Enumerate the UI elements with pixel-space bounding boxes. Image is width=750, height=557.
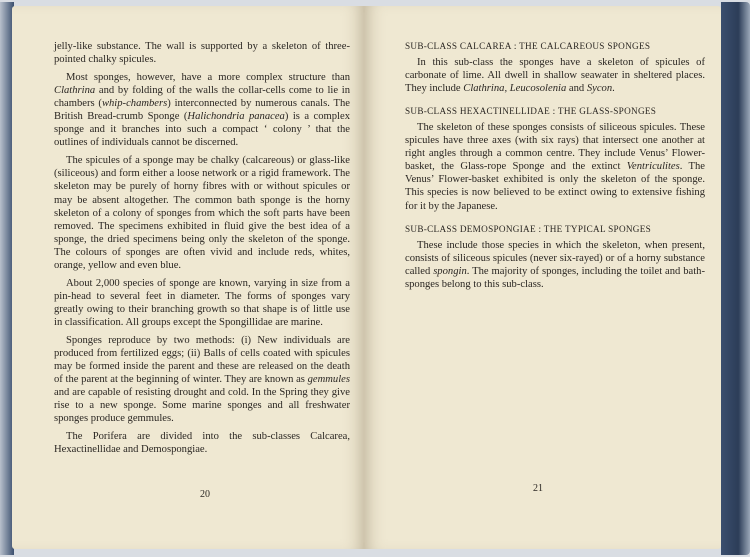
italic-term: Sycon <box>586 83 613 95</box>
italic-term: whip-chambers <box>101 98 168 110</box>
book-cover-right-edge <box>721 2 750 555</box>
section-heading: SUB-CLASS HEXACTINELLIDAE : THE GLASS-SPONGES <box>405 106 657 117</box>
section-heading: SUB-CLASS DEMOSPONGIAE : THE TYPICAL SPONGES <box>405 223 652 234</box>
italic-term: spongin <box>433 265 467 277</box>
paragraph: jelly-like substance. The wall is supported by a skeleton of three-pointed chalky spicules. <box>54 41 350 66</box>
paragraph: Most sponges, however, have a more complex structure than Clathrina and by folding of the walls the collar-cells come to lie in chambers (whip-chambers) interconnected by numerous canals. The British Bread-crumb Sponge (Halichondria panacea) is a complex sponge and it branches into such a compact ‘ colony ’ that the outlines of individuals cannot be discerned. <box>54 72 351 149</box>
left-page-text <box>54 40 350 461</box>
section-heading: SUB-CLASS CALCAREA : THE CALCAREOUS SPONGES <box>405 41 651 51</box>
paragraph: The Porifera are divided into the sub-classes Calcarea, Hexactinellidae and Demospongiae. <box>54 431 350 456</box>
paragraph: About 2,000 species of sponge are known, varying in size from a pin-head to several feet in diameter. The forms of sponges vary greatly owing to their branching growth so that shape is of little use in classification. All groups except the Spongillidae are marine. <box>54 277 350 328</box>
paragraph: In this sub-class the sponges have a skeleton of spicules of carbonate of lime. All dwell in shallow seawater in sheltered places. They include Clathrina, Leucosolenia and Sycon. <box>405 57 705 95</box>
left-page-number: 20 <box>200 489 210 500</box>
right-page-number: 21 <box>533 483 543 494</box>
paragraph: The skeleton of these sponges consists of siliceous spicules. These spicules have three axes (with six rays) that intersect one another at right angles through a common centre. They include Venus’ Flower-basket, the Glass-rope Sponge and the extinct Ventriculites. The Venus’ Flower-basket exhibited is only the skeleton of the sponge. This species is now believed to be extinct owing to extensive fishing for it by the Japanese. <box>405 122 705 212</box>
paragraph: These include those species in which the skeleton, when present, consists of siliceous spicules (never six-rayed) or of a horny substance called spongin. The majority of sponges, including the toilet and bath-sponges belong to this sub-class. <box>405 239 705 290</box>
right-page-text <box>405 40 705 296</box>
italic-term: gemmules <box>307 374 350 386</box>
italic-term: Halichondria panacea <box>187 111 285 123</box>
paragraph: The spicules of a sponge may be chalky (calcareous) or glass-like (siliceous) and form either a loose network or a rigid framework. The skeleton may be purely of horny fibres with or without spicules or may be absent altogether. The common bath sponge is the horny skeleton of a colony of sponges from which the soft parts have been removed. The specimens exhibited in fluid give the best idea of a sponge, the dried specimens being only the skeleton of the sponge. The colours of sponges are often vivid and include reds, whites, orange, yellow and even blue. <box>54 155 350 271</box>
italic-term: Clathrina, Leucosolenia <box>463 83 567 95</box>
paragraph: Sponges reproduce by two methods: (i) New individuals are produced from fertilized eggs; (ii) Balls of cells coated with spicules may be formed inside the parent and these are released on the death of the parent at the beginning of winter. They are known as gemmules and are capable of resisting drought and cold. In the Spring they give rise to a new sponge. Some marine sponges and all freshwater sponges produce gemmules. <box>54 334 350 425</box>
italic-term: Clathrina <box>54 85 96 97</box>
italic-term: Ventriculites <box>626 161 680 173</box>
